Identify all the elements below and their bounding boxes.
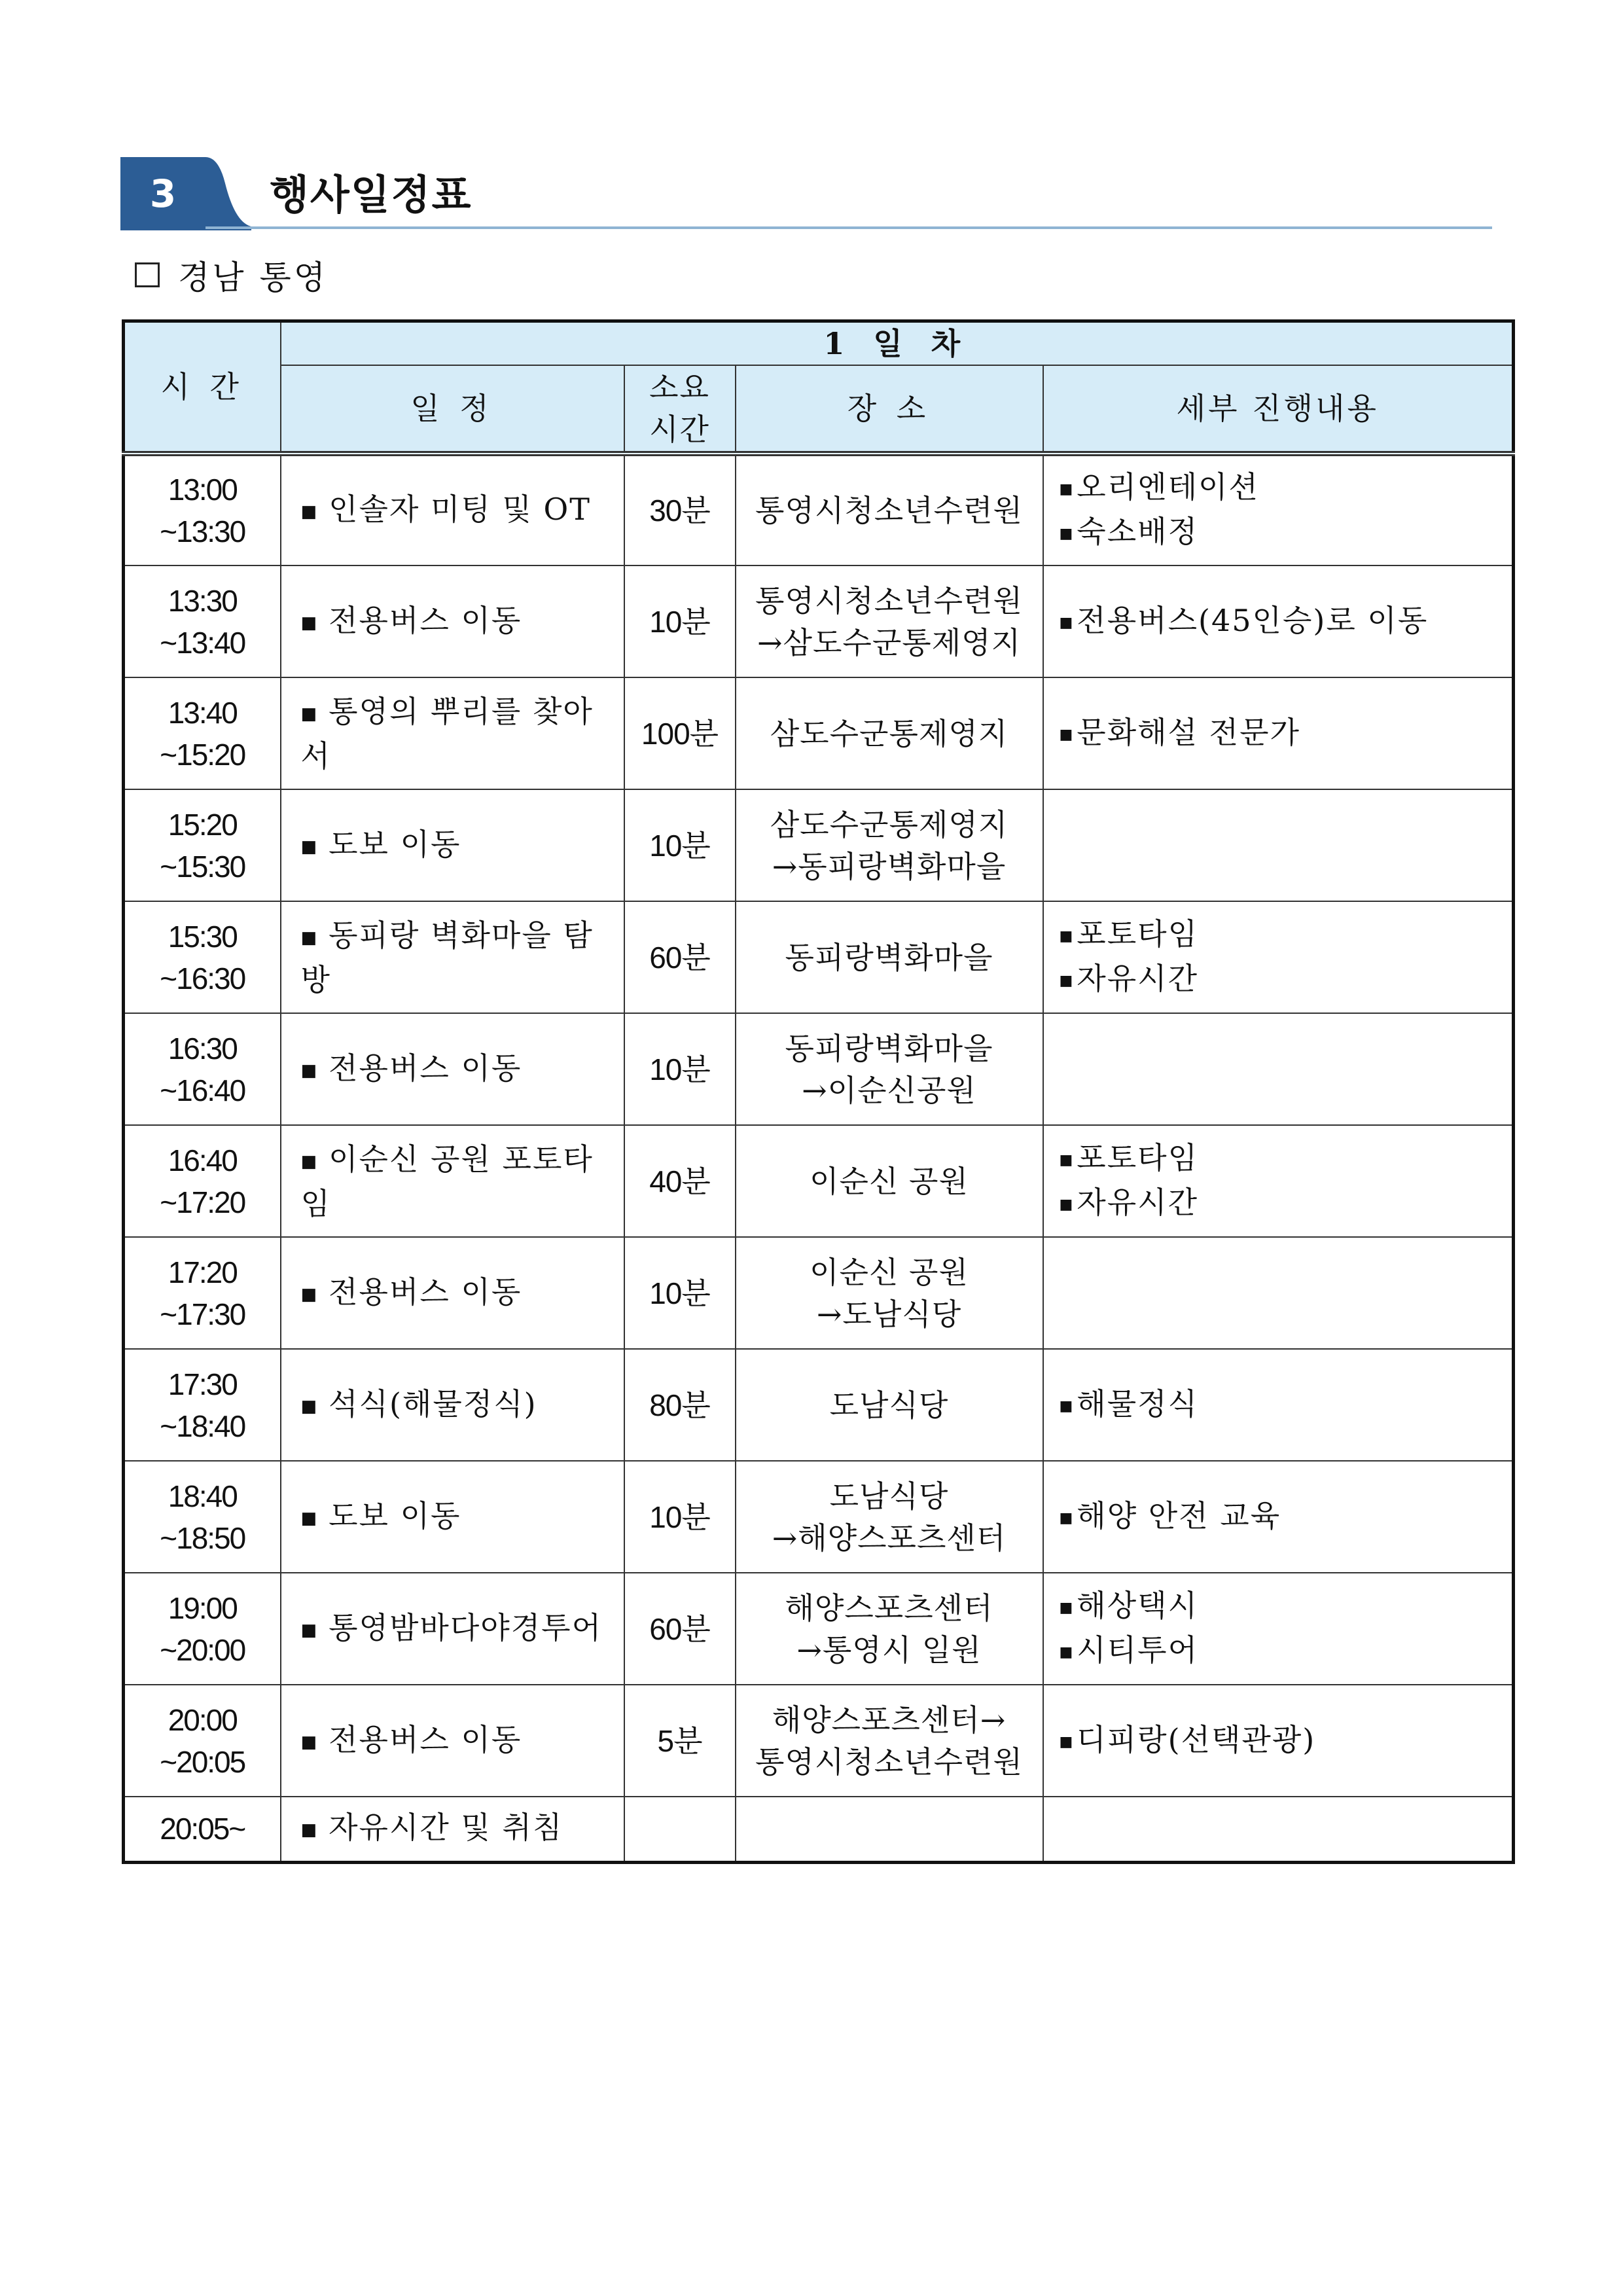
- duration-cell: 5분: [624, 1685, 736, 1797]
- table-row: [124, 565, 1514, 677]
- event-cell: ■ 이순신 공원 포토타임: [281, 1125, 624, 1237]
- table-row: [124, 677, 1514, 789]
- duration-cell: 10분: [624, 1461, 736, 1573]
- duration-cell: 10분: [624, 565, 736, 677]
- duration-cell: 100분: [624, 677, 736, 789]
- schedule-table: [122, 319, 1515, 1864]
- duration-cell: 60분: [624, 1573, 736, 1685]
- place-cell: 통영시청소년수련원 →삼도수군통제영지: [736, 565, 1043, 677]
- square-bullet-icon: ■: [1059, 1151, 1075, 1168]
- detail-cell: ■포토타임 ■자유시간: [1043, 901, 1514, 1013]
- table-row: [124, 901, 1514, 1013]
- square-bullet-icon: ■: [1059, 526, 1075, 542]
- detail-cell: [1043, 1237, 1514, 1349]
- duration-cell: 10분: [624, 1237, 736, 1349]
- subheading: [135, 251, 328, 298]
- square-bullet-icon: ■: [300, 1151, 319, 1172]
- duration-cell: 10분: [624, 1013, 736, 1125]
- place-cell: 이순신 공원: [736, 1125, 1043, 1237]
- table-row: [124, 1461, 1514, 1573]
- table-row: [124, 1237, 1514, 1349]
- duration-cell: 60분: [624, 901, 736, 1013]
- table-row: [124, 1125, 1514, 1237]
- time-cell: 17:20 ~17:30: [124, 1237, 281, 1349]
- square-bullet-icon: ■: [300, 1060, 319, 1081]
- event-cell: ■ 석식(해물정식): [281, 1349, 624, 1461]
- table-row: [124, 1349, 1514, 1461]
- event-cell: ■ 전용버스 이동: [281, 565, 624, 677]
- detail-cell: ■문화해설 전문가: [1043, 677, 1514, 789]
- square-bullet-icon: ■: [300, 836, 319, 857]
- detail-cell: ■포토타임 ■자유시간: [1043, 1125, 1514, 1237]
- event-cell: ■ 동피랑 벽화마을 탐방: [281, 901, 624, 1013]
- table-row: [124, 789, 1514, 901]
- header-event: 일 정: [281, 365, 624, 454]
- time-cell: 18:40 ~18:50: [124, 1461, 281, 1573]
- square-bullet-icon: ■: [1059, 614, 1075, 631]
- time-cell: 17:30 ~18:40: [124, 1349, 281, 1461]
- square-bullet-icon: ■: [300, 1820, 319, 1840]
- detail-cell: ■해상택시 ■시티투어: [1043, 1573, 1514, 1685]
- table-row: [124, 454, 1514, 565]
- table-row: [124, 1685, 1514, 1797]
- place-cell: 삼도수군통제영지: [736, 677, 1043, 789]
- place-cell: 해양스포츠센터 →통영시 일원: [736, 1573, 1043, 1685]
- time-cell: 15:20 ~15:30: [124, 789, 281, 901]
- square-bullet-icon: ■: [1059, 1397, 1075, 1414]
- duration-cell: [624, 1797, 736, 1862]
- square-bullet-icon: ■: [300, 704, 319, 724]
- duration-cell: 80분: [624, 1349, 736, 1461]
- square-bullet-icon: ■: [1059, 1643, 1075, 1660]
- square-bullet-icon: ■: [1059, 481, 1075, 497]
- square-bullet-icon: ■: [1059, 1599, 1075, 1616]
- event-cell: ■ 인솔자 미팅 및 OT: [281, 454, 624, 565]
- detail-cell: [1043, 1013, 1514, 1125]
- event-cell: ■ 도보 이동: [281, 1461, 624, 1573]
- square-bullet-icon: ■: [300, 502, 319, 522]
- section-number-badge: [120, 157, 251, 230]
- time-cell: 13:00 ~13:30: [124, 454, 281, 565]
- header-detail: 세부 진행내용: [1043, 365, 1514, 454]
- detail-cell: ■디피랑(선택관광): [1043, 1685, 1514, 1797]
- event-cell: ■ 통영밤바다야경투어: [281, 1573, 624, 1685]
- place-cell: 해양스포츠센터→ 통영시청소년수련원: [736, 1685, 1043, 1797]
- table-row: [124, 1573, 1514, 1685]
- place-cell: 도남식당: [736, 1349, 1043, 1461]
- header-duration: 소요 시간: [624, 365, 736, 454]
- duration-cell: 30분: [624, 454, 736, 565]
- detail-cell: [1043, 1797, 1514, 1862]
- event-cell: ■ 전용버스 이동: [281, 1685, 624, 1797]
- time-cell: 16:40 ~17:20: [124, 1125, 281, 1237]
- square-bullet-icon: ■: [1059, 972, 1075, 989]
- header-place: 장 소: [736, 365, 1043, 454]
- section-number: 3: [149, 171, 177, 216]
- detail-cell: ■해물정식: [1043, 1349, 1514, 1461]
- duration-cell: 40분: [624, 1125, 736, 1237]
- time-cell: 15:30 ~16:30: [124, 901, 281, 1013]
- event-cell: ■ 통영의 뿌리를 찾아서: [281, 677, 624, 789]
- square-bullet-icon: ■: [1059, 1733, 1075, 1750]
- place-cell: 이순신 공원 →도남식당: [736, 1237, 1043, 1349]
- time-cell: 13:30 ~13:40: [124, 565, 281, 677]
- time-cell: 19:00 ~20:00: [124, 1573, 281, 1685]
- square-bullet-icon: ■: [1059, 726, 1075, 743]
- detail-cell: ■전용버스(45인승)로 이동: [1043, 565, 1514, 677]
- section-header: [120, 157, 1492, 230]
- table-row: [124, 1797, 1514, 1862]
- time-cell: 13:40 ~15:20: [124, 677, 281, 789]
- square-bullet-icon: ■: [300, 1620, 319, 1640]
- detail-cell: [1043, 789, 1514, 901]
- square-bullet-icon: ■: [1059, 927, 1075, 944]
- event-cell: ■ 도보 이동: [281, 789, 624, 901]
- event-cell: ■ 자유시간 및 취침: [281, 1797, 624, 1862]
- place-cell: 통영시청소년수련원: [736, 454, 1043, 565]
- square-bullet-icon: ■: [1059, 1196, 1075, 1213]
- place-cell: 도남식당 →해양스포츠센터: [736, 1461, 1043, 1573]
- square-bullet-icon: ■: [300, 1508, 319, 1528]
- header-day: 1 일 차: [281, 321, 1514, 366]
- detail-cell: ■해양 안전 교육: [1043, 1461, 1514, 1573]
- place-cell: 삼도수군통제영지 →동피랑벽화마을: [736, 789, 1043, 901]
- time-cell: 16:30 ~16:40: [124, 1013, 281, 1125]
- section-rule: [205, 226, 1492, 229]
- subheading-text: 경남 통영: [178, 259, 329, 296]
- place-cell: 동피랑벽화마을: [736, 901, 1043, 1013]
- place-cell: 동피랑벽화마을 →이순신공원: [736, 1013, 1043, 1125]
- square-bullet-icon: ■: [300, 1396, 319, 1416]
- place-cell: [736, 1797, 1043, 1862]
- square-bullet-icon: ■: [300, 1732, 319, 1752]
- checkbox-icon: [135, 262, 160, 287]
- event-cell: ■ 전용버스 이동: [281, 1013, 624, 1125]
- table-row: [124, 1013, 1514, 1125]
- square-bullet-icon: ■: [300, 1284, 319, 1304]
- square-bullet-icon: ■: [300, 927, 319, 948]
- time-cell: 20:05~: [124, 1797, 281, 1862]
- duration-cell: 10분: [624, 789, 736, 901]
- detail-cell: ■오리엔테이션 ■숙소배정: [1043, 454, 1514, 565]
- event-cell: ■ 전용버스 이동: [281, 1237, 624, 1349]
- section-title: 행사일정표: [270, 171, 473, 219]
- square-bullet-icon: ■: [1059, 1509, 1075, 1526]
- header-time: 시 간: [124, 321, 281, 454]
- time-cell: 20:00 ~20:05: [124, 1685, 281, 1797]
- square-bullet-icon: ■: [300, 613, 319, 633]
